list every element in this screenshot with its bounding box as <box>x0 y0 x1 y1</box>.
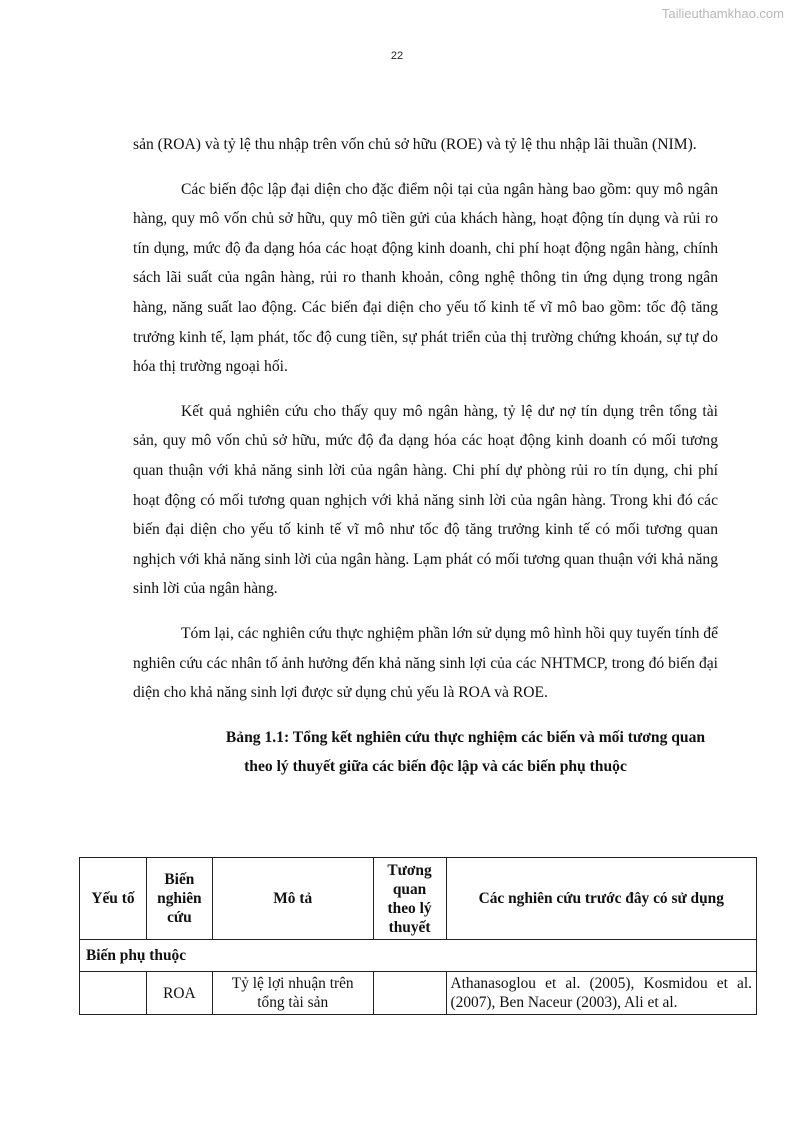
group-dependent-variables: Biến phụ thuộc <box>80 940 757 972</box>
cell-prior-studies: Athanasoglou et al. (2005), Kosmidou et al. (2007), Ben Naceur (2003), Ali et al. <box>446 972 757 1015</box>
table-caption <box>133 723 718 781</box>
header-description: Mô tả <box>212 858 373 940</box>
paragraph-3: Kết quả nghiên cứu cho thấy quy mô ngân hàng, tỷ lệ dư nợ tín dụng trên tổng tài sản, quy mô vốn chủ sở hữu, mức độ đa dạng hóa các hoạt động kinh doanh có mối tương quan thuận với khả năng sinh lời của ngân hàng. Chi phí dự phòng rủi ro tín dụng, chi phí hoạt động có mối tương quan nghịch với khả năng sinh lời của ngân hàng. Trong khi đó các biến đại diện cho yếu tố kinh tế vĩ mô như tốc độ tăng trưởng kinh tế có mối tương quan nghịch với khả năng sinh lời của ngân hàng. Lạm phát có mối tương quan thuận với khả năng sinh lời của ngân hàng. <box>133 402 718 598</box>
paragraph-1: sản (ROA) và tỷ lệ thu nhập trên vốn chủ sở hữu (ROE) và tỷ lệ thu nhập lãi thuần (NIM). <box>133 136 697 153</box>
header-variable: Biến nghiên cứu <box>146 858 212 940</box>
header-factor: Yếu tố <box>80 858 147 940</box>
watermark: Tailieuthamkhao.com <box>661 6 784 21</box>
table-row <box>80 972 757 1015</box>
table-caption-line-2: theo lý thuyết giữa các biến độc lập và các biến phụ thuộc <box>244 757 627 775</box>
page-number: 22 <box>390 50 404 62</box>
header-prior-studies: Các nghiên cứu trước đây có sử dụng <box>446 858 757 940</box>
table-caption-line-1: Bảng 1.1: Tổng kết nghiên cứu thực nghiệm các biến và mối tương quan <box>225 728 706 746</box>
cell-factor <box>80 972 147 1015</box>
paragraph-4: Tóm lại, các nghiên cứu thực nghiệm phần lớn sử dụng mô hình hồi quy tuyến tính để nghiên cứu các nhân tố ảnh hưởng đến khả năng sinh lợi của các NHTMCP, trong đó biến đại diện cho khả năng sinh lợi được sử dụng chủ yếu là ROA và ROE. <box>133 624 718 702</box>
document-body <box>133 130 718 781</box>
cell-description: Tỷ lệ lợi nhuận trên tổng tài sản <box>212 972 373 1015</box>
table-group-row <box>80 940 757 972</box>
cell-expected-correlation <box>373 972 446 1015</box>
paragraph-2: Các biến độc lập đại diện cho đặc điểm nội tại của ngân hàng bao gồm: quy mô ngân hàng, quy mô vốn chủ sở hữu, quy mô tiền gửi của khách hàng, hoạt động tín dụng và rủi ro tín dụng, mức độ đa dạng hóa các hoạt động kinh doanh, chi phí hoạt động ngân hàng, chính sách lãi suất của ngân hàng, rủi ro thanh khoản, công nghệ thông tin ứng dụng trong ngân hàng, năng suất lao động. Các biến đại diện cho yếu tố kinh tế vĩ mô bao gồm: tốc độ tăng trưởng kinh tế, lạm phát, tốc độ cung tiền, sự phát triển của thị trường chứng khoán, sự tự do hóa thị trường ngoại hối. <box>133 180 718 376</box>
cell-variable: ROA <box>146 972 212 1015</box>
header-expected-correlation: Tương quan theo lý thuyết <box>373 858 446 940</box>
summary-table <box>79 857 757 1015</box>
table-header-row <box>80 858 757 940</box>
